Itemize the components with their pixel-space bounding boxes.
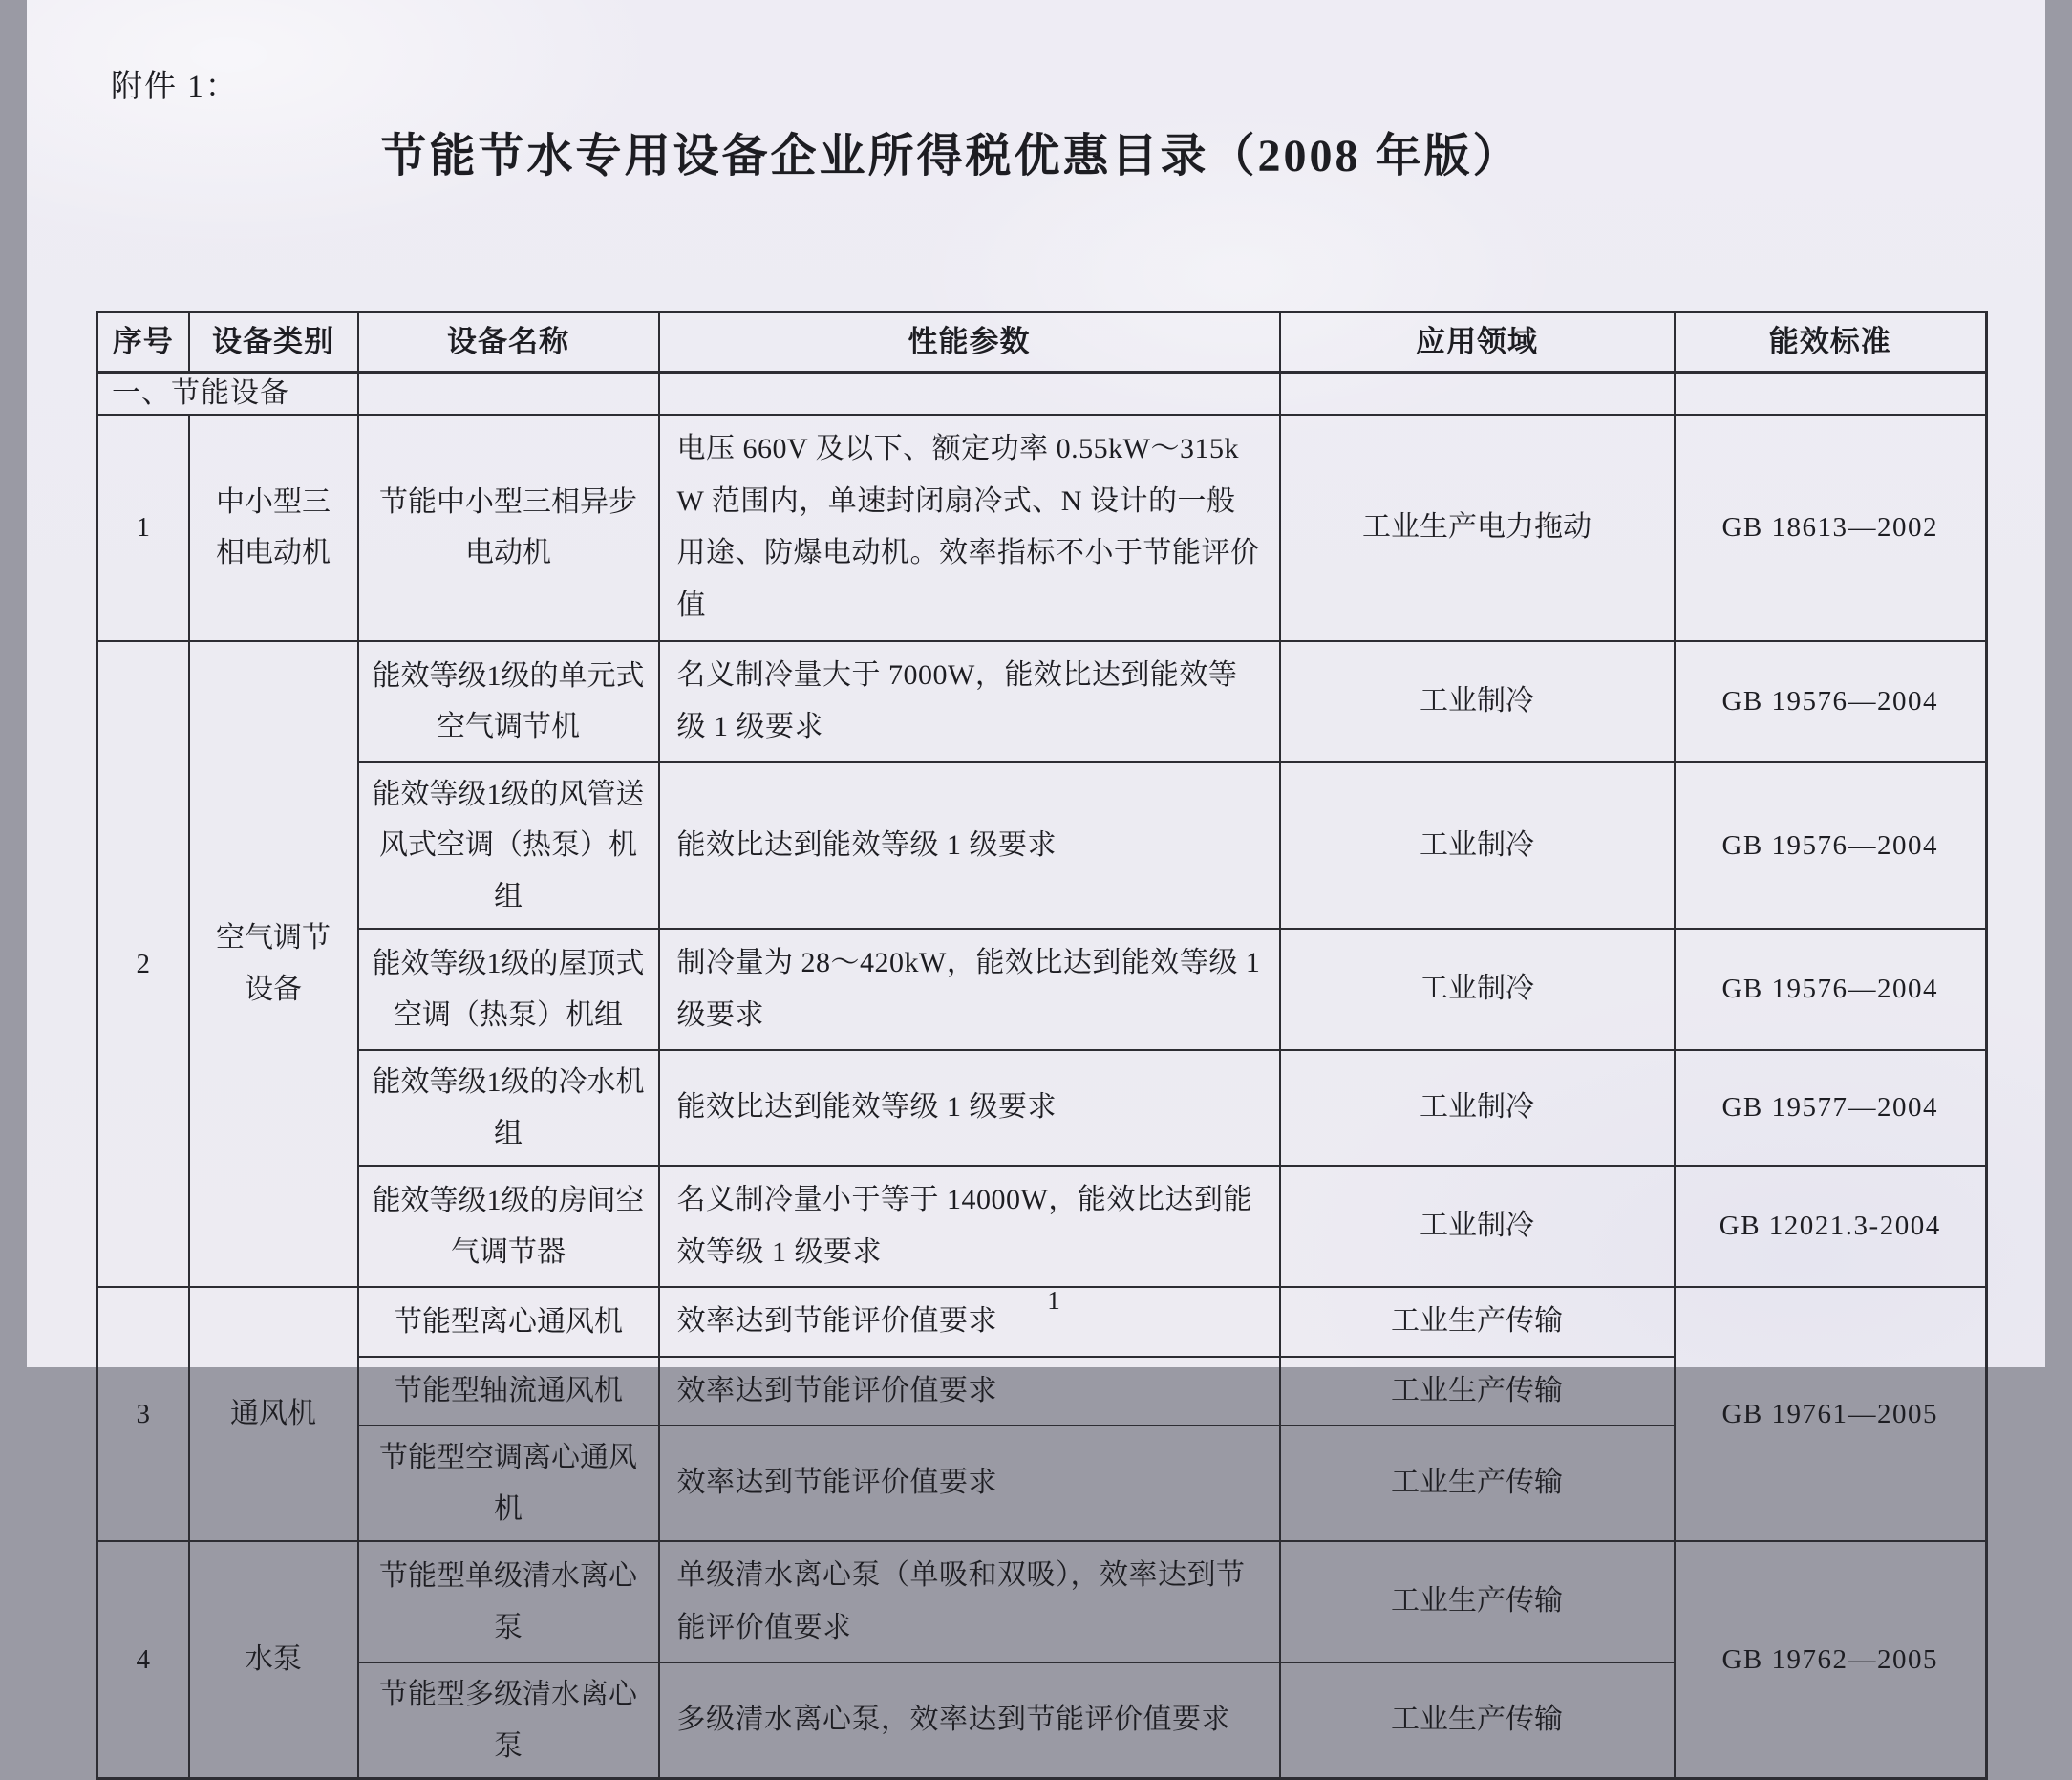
- page-number: 1: [1047, 1286, 1060, 1315]
- cell-name: 节能型离心通风机: [358, 1287, 659, 1357]
- cell-name: 能效等级1级的单元式空气调节机: [358, 641, 659, 762]
- cell-field: 工业制冷: [1280, 1050, 1675, 1166]
- cell-params: 多级清水离心泵，效率达到节能评价值要求: [659, 1662, 1280, 1778]
- cell-name: 能效等级1级的冷水机组: [358, 1050, 659, 1166]
- table-row: [97, 1541, 1987, 1662]
- cell-field: 工业生产传输: [1280, 1541, 1675, 1662]
- cell-standard: GB 19576—2004: [1675, 762, 1987, 929]
- cell-params: 能效比达到能效等级 1 级要求: [659, 762, 1280, 929]
- cell-standard: GB 19577—2004: [1675, 1050, 1987, 1166]
- cell-name: 节能型多级清水离心泵: [358, 1662, 659, 1778]
- cell-name: 节能中小型三相异步电动机: [358, 415, 659, 640]
- cell-category: 空气调节设备: [189, 641, 358, 1288]
- cell-standard: GB 19576—2004: [1675, 641, 1987, 762]
- cell-field: 工业制冷: [1280, 929, 1675, 1050]
- empty-cell: [1280, 373, 1675, 416]
- table-row: [97, 641, 1987, 762]
- cell-field: 工业制冷: [1280, 641, 1675, 762]
- cell-field: 工业生产电力拖动: [1280, 415, 1675, 640]
- header-cell-no: 序号: [97, 312, 189, 373]
- cell-params: 电压 660V 及以下、额定功率 0.55kW～315kW 范围内，单速封闭扇冷式、N 设计的一般用途、防爆电动机。效率指标不小于节能评价值: [659, 415, 1280, 640]
- cell-params: 名义制冷量大于 7000W，能效比达到能效等级 1 级要求: [659, 641, 1280, 762]
- table-row: [97, 415, 1987, 640]
- cell-no: 1: [97, 415, 189, 640]
- cell-standard: GB 18613—2002: [1675, 415, 1987, 640]
- header-cell-params: 性能参数: [659, 312, 1280, 373]
- table-row: [97, 929, 1987, 1050]
- header-cell-field: 应用领域: [1280, 312, 1675, 373]
- table-header-row: [97, 312, 1987, 373]
- cell-field: 工业制冷: [1280, 1166, 1675, 1287]
- cell-field: 工业生产传输: [1280, 1662, 1675, 1778]
- scanned-document-page: [27, 0, 2045, 1762]
- cell-field: 工业制冷: [1280, 762, 1675, 929]
- cell-category: 水泵: [189, 1541, 358, 1778]
- cell-params: 能效比达到能效等级 1 级要求: [659, 1050, 1280, 1166]
- header-cell-standard: 能效标准: [1675, 312, 1987, 373]
- cell-name: 能效等级1级的房间空气调节器: [358, 1166, 659, 1287]
- catalog-table: [96, 311, 1988, 1780]
- cell-field: 工业生产传输: [1280, 1287, 1675, 1357]
- empty-cell: [659, 373, 1280, 416]
- cell-name: 节能型单级清水离心泵: [358, 1541, 659, 1662]
- cell-standard: GB 12021.3-2004: [1675, 1166, 1987, 1287]
- cell-standard: GB 19576—2004: [1675, 929, 1987, 1050]
- cell-field: 工业生产传输: [1280, 1357, 1675, 1426]
- cell-category: 通风机: [189, 1287, 358, 1541]
- section-row-label: 一、节能设备: [97, 373, 358, 416]
- cell-name: 能效等级1级的风管送风式空调（热泵）机组: [358, 762, 659, 929]
- cell-no: 3: [97, 1287, 189, 1541]
- cell-field: 工业生产传输: [1280, 1426, 1675, 1541]
- table-row: [97, 1050, 1987, 1166]
- cell-params: 效率达到节能评价值要求: [659, 1357, 1280, 1426]
- cell-name: 节能型轴流通风机: [358, 1357, 659, 1426]
- section-row: [97, 373, 1987, 416]
- cell-no: 4: [97, 1541, 189, 1778]
- cell-params: 名义制冷量小于等于 14000W，能效比达到能效等级 1 级要求: [659, 1166, 1280, 1287]
- document-title: 节能节水专用设备企业所得税优惠目录（2008 年版）: [380, 131, 1522, 182]
- empty-cell: [1675, 373, 1987, 416]
- cell-params: 制冷量为 28～420kW，能效比达到能效等级 1 级要求: [659, 929, 1280, 1050]
- table-row: [97, 762, 1987, 929]
- cell-standard: GB 19761—2005: [1675, 1287, 1987, 1541]
- cell-standard: GB 19762—2005: [1675, 1541, 1987, 1778]
- cell-category: 中小型三相电动机: [189, 415, 358, 640]
- cell-name: 能效等级1级的屋顶式空调（热泵）机组: [358, 929, 659, 1050]
- cell-name: 节能型空调离心通风机: [358, 1426, 659, 1541]
- header-cell-name: 设备名称: [358, 312, 659, 373]
- empty-cell: [358, 373, 659, 416]
- cell-params: 效率达到节能评价值要求: [659, 1287, 1280, 1357]
- cell-params: 单级清水离心泵（单吸和双吸），效率达到节能评价值要求: [659, 1541, 1280, 1662]
- cell-no: 2: [97, 641, 189, 1288]
- attachment-label: 附件 1：: [111, 70, 239, 104]
- table-row: [97, 1166, 1987, 1287]
- header-cell-category: 设备类别: [189, 312, 358, 373]
- cell-params: 效率达到节能评价值要求: [659, 1426, 1280, 1541]
